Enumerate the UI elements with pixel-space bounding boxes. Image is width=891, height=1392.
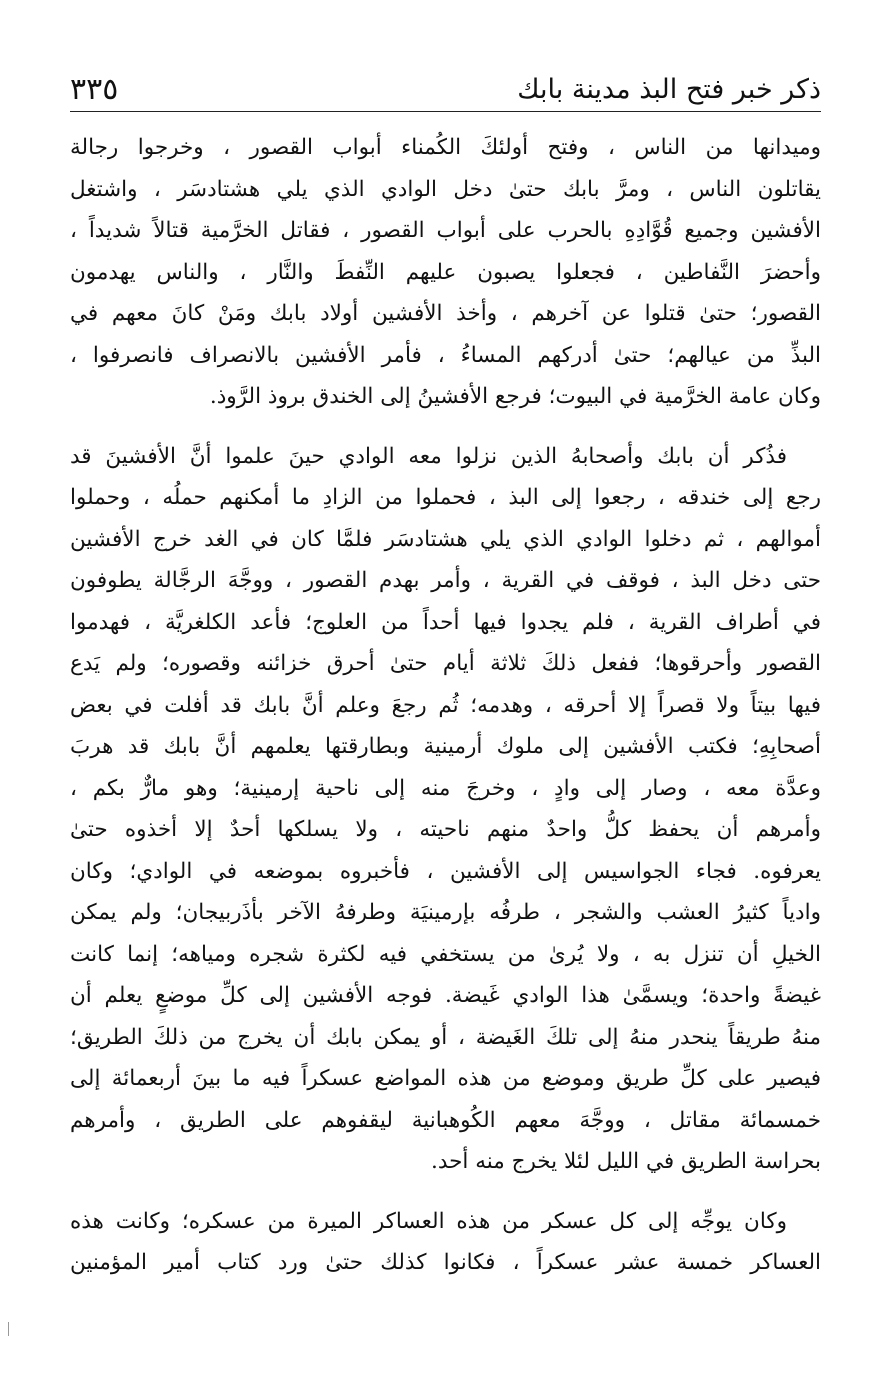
text-line: حتى دخل البذ ، فوقف في القرية ، وأمر بهدم القصور ، ووجَّهَ الرجَّالة يطوفون bbox=[70, 568, 821, 593]
page-header bbox=[70, 60, 821, 108]
text-line: البذِّ من عيالهم؛ حتىٰ أدركهم المساءُ ، فأمر الأفشين بالانصراف فانصرفوا ، bbox=[70, 342, 821, 368]
text-line: وأمرهم أن يحفظ كلُّ واحدٌ منهم ناحيته ، ولا يسلكها أحدٌ إلا أخذوه حتىٰ bbox=[70, 817, 821, 842]
paragraph-1 bbox=[70, 127, 821, 418]
paragraph-2 bbox=[70, 436, 821, 1183]
text-line: القصور وأحرقوها؛ ففعل ذلكَ ثلاثة أيام حتىٰ أحرق خزائنه وقصوره؛ ولم يَدع bbox=[70, 651, 821, 676]
page-number: ٣٣٥ bbox=[70, 72, 119, 107]
text-line: وكان يوجِّه إلى كل عسكر من هذه العساكر الميرة من عسكره؛ وكانت هذه bbox=[70, 1208, 787, 1234]
text-line: الأفشين وجميع قُوَّادِهِ بالحرب على أبواب القصور ، فقاتل الخرَّمية قتالاً شديداً ، bbox=[70, 218, 821, 243]
text-line: فيصير على كلِّ طريق وموضع من هذه المواضع عسكراً فيه ما بينَ أربعمائة إلى bbox=[70, 1066, 821, 1091]
running-title: ذكر خبر فتح البذ مدينة بابك bbox=[517, 74, 821, 105]
text-line: وعدَّة معه ، وصار إلى وادٍ ، وخرجَ منه إلى ناحية إرمينية؛ وهو مارٌّ بكم ، bbox=[70, 775, 821, 801]
text-line: وادياً كثيرُ العشب والشجر ، طرفُه بإرمينيَة وطرفهُ الآخر بأذَربيجان؛ ولم يمكن bbox=[70, 900, 821, 925]
text-line: رجع إلى خندقه ، رجعوا إلى البذ ، فحملوا من الزادِ ما أمكنهم حملُه ، وحملوا bbox=[70, 485, 821, 510]
text-line: يقاتلون الناس ، ومرَّ بابك حتىٰ دخل الوادي الذي يلي هشتادسَر ، واشتغل bbox=[70, 176, 821, 202]
text-line: أصحابِهِ؛ فكتب الأفشين إلى ملوك أرمينية وبطارقتها يعلمهم أنَّ بابك قد هربَ bbox=[70, 734, 821, 759]
text-line: فذُكر أن بابك وأصحابهُ الذين نزلوا معه الوادي حينَ علموا أنَّ الأفشينَ قد bbox=[70, 443, 787, 469]
text-line: يعرفوه. فجاء الجواسيس إلى الأفشين ، فأخبروه بموضعه في الوادي؛ وكان bbox=[70, 858, 821, 884]
text-line: الخيلِ أن تنزل به ، ولا يُرىٰ من يستخفي فيه لكثرة شجره ومياهه؛ إنما كانت bbox=[70, 941, 821, 967]
paragraph-3 bbox=[70, 1201, 821, 1284]
text-line: خمسمائة مقاتل ، ووجَّهَ معهم الكُوهبانية ليقفوهم على الطريق ، وأمرهم bbox=[70, 1107, 821, 1133]
text-line: وأحضرَ النَّفاطين ، فجعلوا يصبون عليهم النِّفطَ والنَّار ، والناس يهدمون bbox=[70, 259, 821, 285]
text-line: منهُ طريقاً ينحدر منهُ إلى تلكَ الغَيضة ، أو يمكن بابك أن يخرج من ذلكَ الطريق؛ bbox=[70, 1024, 821, 1050]
text-line: في أطراف القرية ، فلم يجدوا فيها أحداً من العلوج؛ فأعد الكلغريَّة ، فهدموا bbox=[70, 609, 821, 635]
body-text bbox=[70, 127, 821, 1284]
text-line: وميدانها من الناس ، وفتح أولئكَ الكُمناء أبواب القصور ، وخرجوا رجالة bbox=[70, 135, 821, 160]
text-line: بحراسة الطريق في الليل لئلا يخرج منه أحد. bbox=[430, 1149, 821, 1174]
text-line: القصور؛ حتىٰ قتلوا عن آخرهم ، وأخذ الأفشين أولاد بابك ومَنْ كانَ معهم في bbox=[70, 301, 821, 326]
header-rule bbox=[70, 111, 821, 112]
text-line: أموالهم ، ثم دخلوا الوادي الذي يلي هشتادسَر فلمَّا كان في الغد خرج الأفشين bbox=[70, 526, 821, 552]
text-line: وكان عامة الخرَّمية في البيوت؛ فرجع الأفشينُ إلى الخندق بروذ الرَّوذ. bbox=[209, 384, 821, 409]
margin-mark bbox=[8, 1322, 9, 1336]
text-line: غيضةً واحدة؛ ويسمَّىٰ هذا الوادي غَيضة. فوجه الأفشين إلى كلِّ موضعٍ يعلم أن bbox=[70, 983, 821, 1008]
text-line: العساكر خمسة عشر عسكراً ، فكانوا كذلك حتىٰ ورد كتاب أمير المؤمنين bbox=[70, 1250, 821, 1275]
text-line: فيها بيتاً ولا قصراً إلا أحرقه ، وهدمه؛ ثُم رجعَ وعلم أنَّ بابك قد أفلت في بعض bbox=[70, 692, 821, 718]
